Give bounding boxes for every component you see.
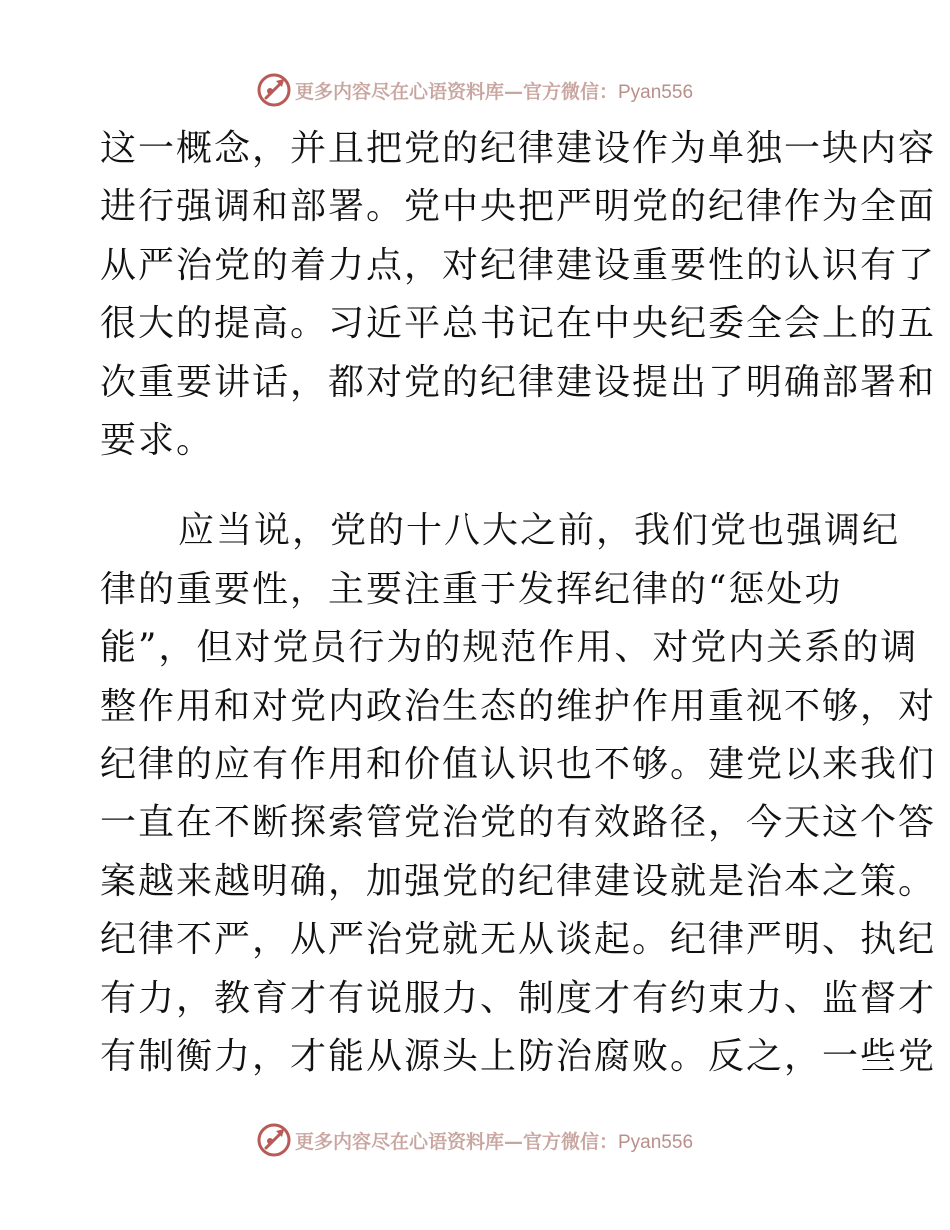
footer-banner-text: 更多内容尽在心语资料库—官方微信：Pyan556 — [294, 1130, 694, 1153]
header-wechat-id: Pyan556 — [618, 81, 694, 103]
text-line: 整作用和对党内政治生态的维护作用重视不够，对 — [100, 685, 937, 727]
text-line: 律的重要性，主要注重于发挥纪律的“惩处功 — [100, 568, 843, 610]
text-line: 应当说，党的十八大之前，我们党也强调纪 — [178, 510, 901, 552]
text-line: 纪律不严，从严治党就无从谈起。纪律严明、执纪 — [100, 919, 937, 961]
footer-wechat-id: Pyan556 — [618, 1131, 694, 1153]
text-line: 能”，但对党员行为的规范作用、对党内关系的调 — [100, 627, 919, 669]
header-banner-text: 更多内容尽在心语资料库—官方微信：Pyan556 — [294, 80, 694, 103]
paragraph-2 — [100, 502, 937, 1086]
text-line: 这一概念，并且把党的纪律建设作为单独一块内容 — [100, 128, 937, 169]
brand-logo-icon — [257, 73, 291, 107]
footer-banner — [0, 1120, 950, 1160]
text-line: 一直在不断探索管党治党的有效路径，今天这个答 — [100, 802, 937, 844]
text-line: 案越来越明确，加强党的纪律建设就是治本之策。 — [100, 860, 937, 902]
text-line: 有力，教育才有说服力、制度才有约束力、监督才 — [100, 977, 937, 1019]
text-line: 进行强调和部署。党中央把严明党的纪律作为全面 — [100, 186, 937, 228]
text-line: 很大的提高。习近平总书记在中央纪委全会上的五 — [100, 303, 937, 345]
brand-logo-icon — [257, 1123, 291, 1157]
text-line: 要求。 — [100, 420, 215, 462]
document-body — [100, 120, 937, 1087]
text-line: 纪律的应有作用和价值认识也不够。建党以来我们 — [100, 744, 937, 786]
text-line: 有制衡力，才能从源头上防治腐败。反之，一些党 — [100, 1036, 937, 1078]
paragraph-1 — [100, 120, 937, 470]
text-line: 从严治党的着力点，对纪律建设重要性的认识有了 — [100, 244, 937, 286]
text-line: 次重要讲话，都对党的纪律建设提出了明确部署和 — [100, 361, 937, 403]
header-banner — [0, 70, 950, 110]
